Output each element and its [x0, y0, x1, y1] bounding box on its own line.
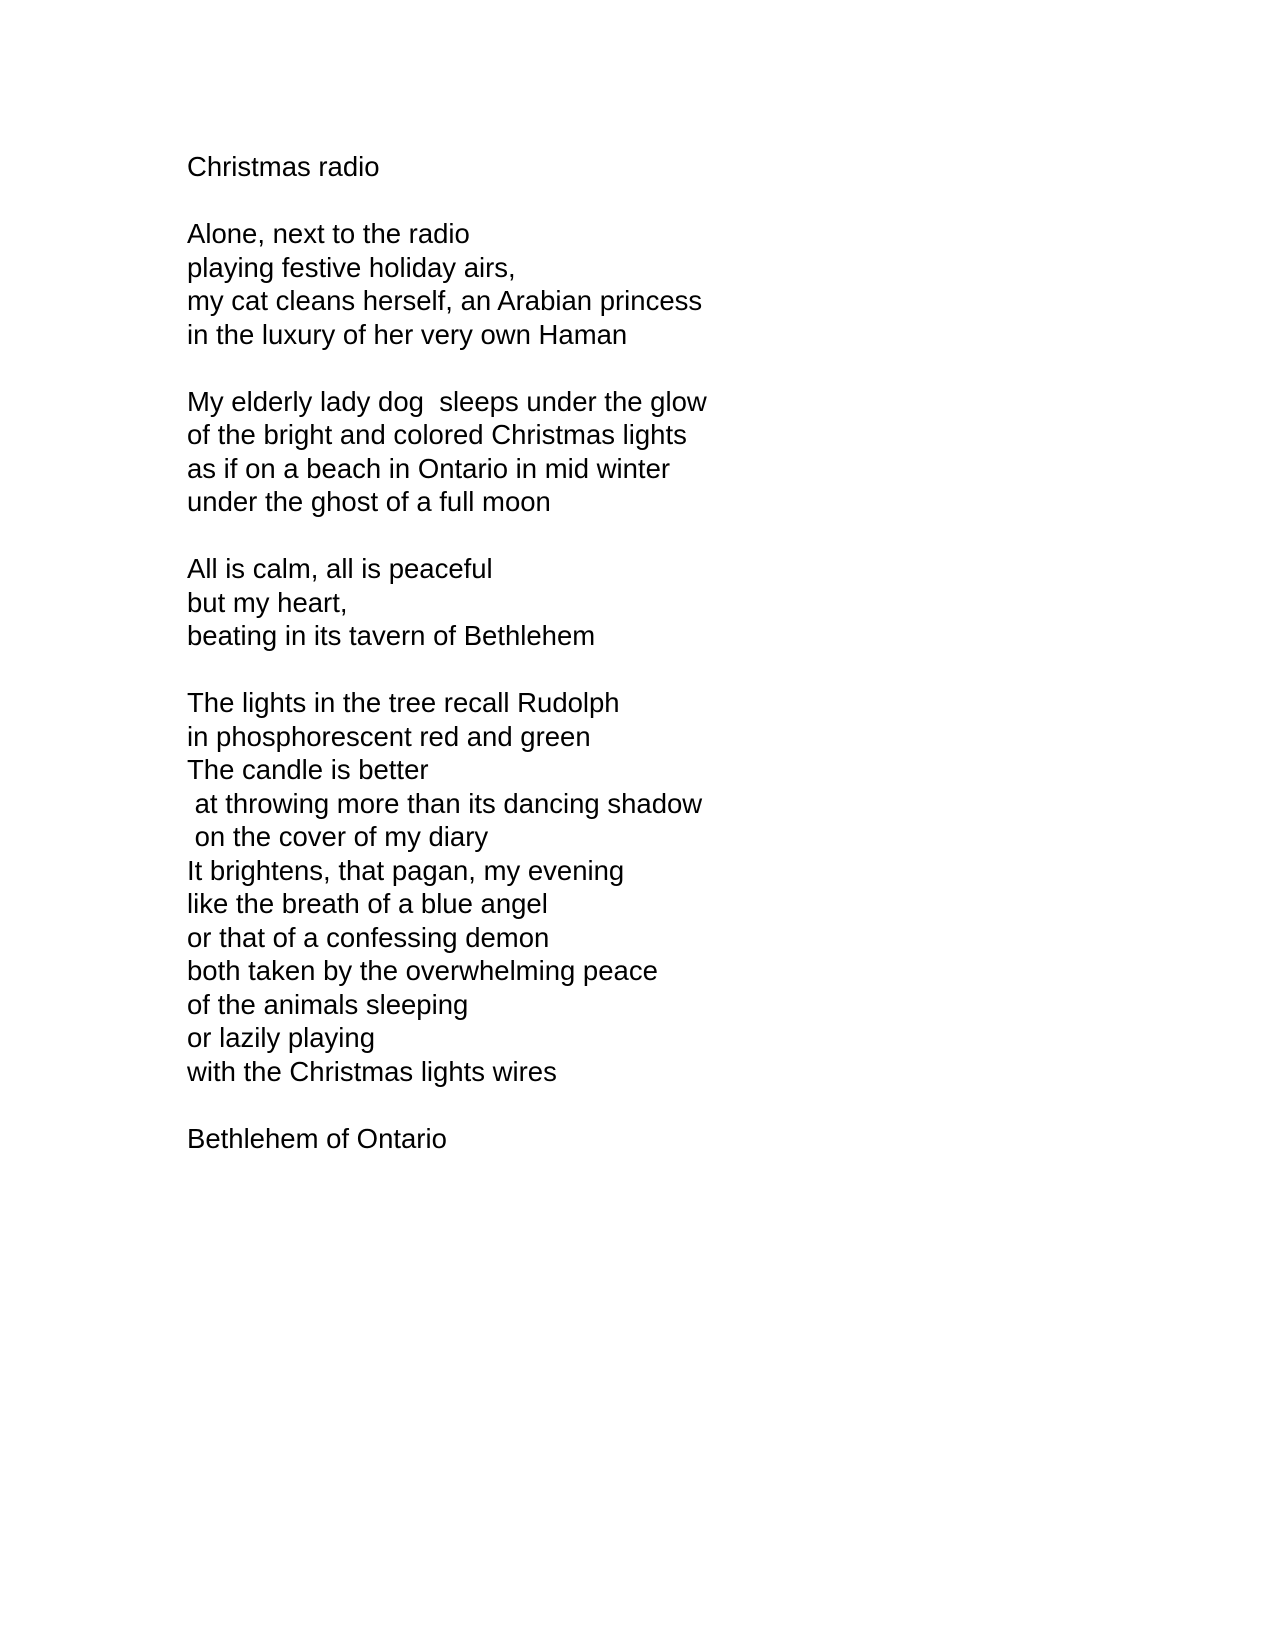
poem-line: The candle is better	[187, 754, 429, 785]
poem-line: with the Christmas lights wires	[187, 1055, 557, 1087]
poem-line: of the animals sleeping	[187, 988, 469, 1020]
poem-line: on the cover of my diary	[187, 821, 489, 852]
poem-line: or that of a confessing demon	[187, 921, 550, 953]
poem-line: as if on a beach in Ontario in mid winter	[187, 452, 671, 484]
poem-line: in the luxury of her very own Haman	[187, 318, 628, 350]
poem-line: under the ghost of a full moon	[187, 486, 551, 517]
poem	[187, 150, 1087, 1155]
stanza-2	[187, 385, 1087, 519]
poem-line: It brightens, that pagan, my evening	[187, 854, 625, 886]
poem-line: like the breath of a blue angel	[187, 888, 548, 919]
poem-line: playing festive holiday airs,	[187, 251, 516, 283]
poem-line: at throwing more than its dancing shadow	[187, 787, 703, 819]
poem-line: Alone, next to the radio	[187, 218, 470, 249]
stanza-1	[187, 217, 1087, 351]
stanza-break	[187, 1088, 1087, 1122]
poem-line: or lazily playing	[187, 1022, 376, 1053]
poem-line: both taken by the overwhelming peace	[187, 955, 658, 986]
poem-line: of the bright and colored Christmas lights	[187, 419, 687, 450]
poem-line: The lights in the tree recall Rudolph	[187, 687, 620, 718]
poem-title: Christmas radio	[187, 151, 380, 182]
stanza-break	[187, 519, 1087, 553]
stanza-3	[187, 552, 1087, 653]
poem-line: but my heart,	[187, 586, 348, 618]
stanza-break	[187, 351, 1087, 385]
poem-closing: Bethlehem of Ontario	[187, 1122, 447, 1154]
stanza-break	[187, 184, 1087, 218]
stanza-break	[187, 653, 1087, 687]
stanza-4	[187, 686, 1087, 1088]
poem-line: my cat cleans herself, an Arabian princess	[187, 285, 703, 316]
poem-line: All is calm, all is peaceful	[187, 553, 493, 584]
poem-line: in phosphorescent red and green	[187, 720, 591, 752]
poem-line: My elderly lady dog sleeps under the glow	[187, 385, 707, 417]
poem-line: beating in its tavern of Bethlehem	[187, 620, 596, 651]
